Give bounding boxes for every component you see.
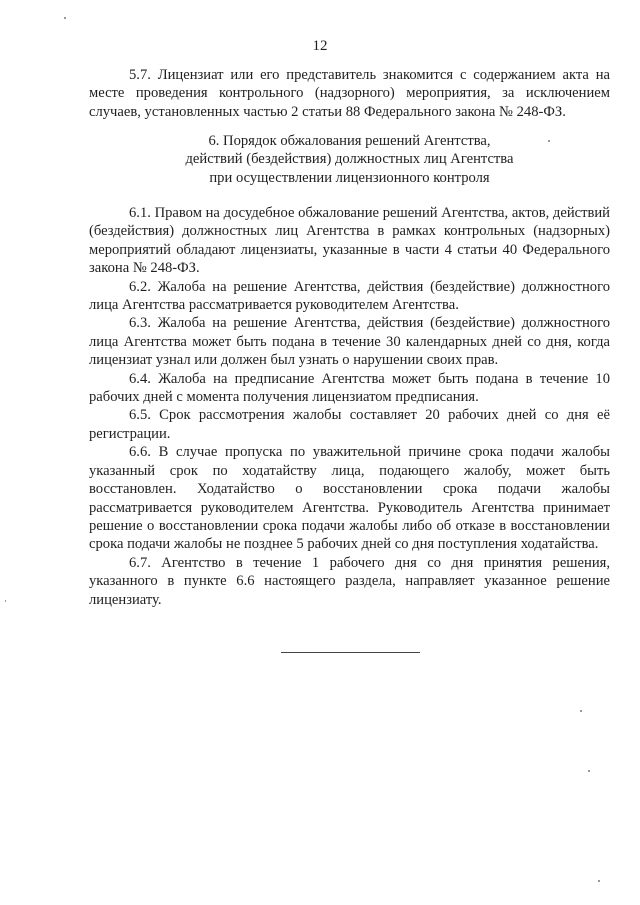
- paragraph-6-1: 6.1. Правом на досудебное обжалование решений Агентства, актов, действий (бездействия) должностных лиц Агентства в рамках контрольных (надзорных) мероприятий обладают лицензиаты, указанные в части 4 статьи 40 Федерального закона № 248-ФЗ.: [89, 205, 610, 277]
- paragraph-6-2: 6.2. Жалоба на решение Агентства, действия (бездействие) должностного лица Агентства рассматривается руководителем Агентства.: [89, 278, 610, 314]
- section-heading-line-3: при осуществлении лицензионного контроля: [209, 169, 490, 186]
- section-body: [89, 204, 610, 609]
- scan-speck: [548, 140, 550, 142]
- paragraph-6-7: 6.7. Агентство в течение 1 рабочего дня со дня принятия решения, указанного в пункте 6.6 настоящего раздела, направляет указанное решение лицензиату.: [89, 554, 610, 608]
- scan-speck: [580, 710, 582, 712]
- scan-speck: [64, 17, 66, 19]
- page-number: 12: [312, 38, 328, 54]
- paragraph-6-3: 6.3. Жалоба на решение Агентства, действия (бездействие) должностного лица Агентства может быть подана в течение 30 календарных дней со дня, когда лицензиат узнал или должен был узнать о нарушении своих прав.: [89, 315, 610, 369]
- paragraph-6-5: 6.5. Срок рассмотрения жалобы составляет 20 рабочих дней со дня её регистрации.: [89, 407, 610, 442]
- section-heading: [89, 132, 610, 187]
- intro-block: [89, 66, 610, 121]
- scan-speck: [598, 880, 600, 882]
- scan-speck: [5, 600, 6, 602]
- section-heading-line-1: 6. Порядок обжалования решений Агентства,: [208, 133, 491, 149]
- end-rule: [281, 652, 420, 653]
- paragraph-6-6: 6.6. В случае пропуска по уважительной причине срока подачи жалобы указанный срок по ходатайству лица, подающего жалобу, может быть восстановлен. Ходатайство о восстановлении срока подачи жалобы рассматривается руководителем Агентства. Руководитель Агентства принимает решение о восстановлении срока подачи жалобы либо об отказе в восстановлении срока подачи жалобы не позднее 5 рабочих дней со дня поступления ходатайства.: [89, 444, 610, 553]
- paragraph-6-4: 6.4. Жалоба на предписание Агентства может быть подана в течение 10 рабочих дней с момента получения лицензиатом предписания.: [89, 370, 610, 406]
- section-heading-line-2: действий (бездействия) должностных лиц Агентства: [185, 151, 514, 168]
- paragraph-5-7: 5.7. Лицензиат или его представитель знакомится с содержанием акта на месте проведения контрольного (надзорного) мероприятия, за исключением случаев, установленных частью 2 статьи 88 Федерального закона № 248-ФЗ.: [89, 67, 610, 120]
- scan-speck: [588, 770, 590, 772]
